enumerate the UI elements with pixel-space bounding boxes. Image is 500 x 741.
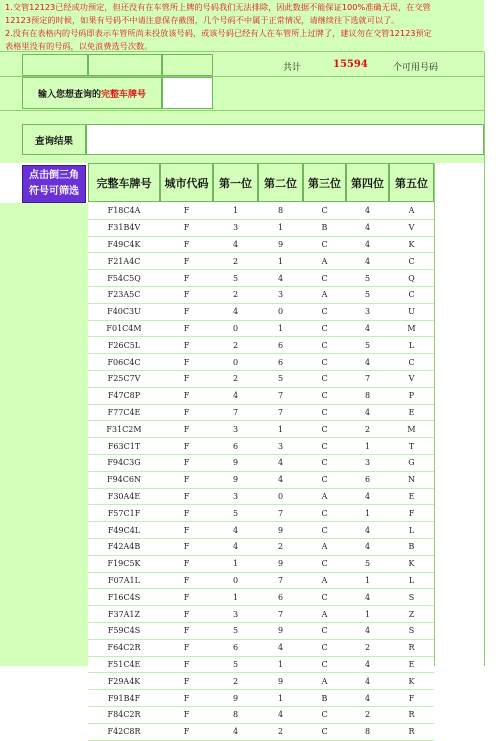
table-cell[interactable]: 4: [258, 471, 303, 488]
column-divider: [434, 163, 435, 666]
table-cell[interactable]: 4: [213, 538, 258, 555]
cell-blank[interactable]: [88, 54, 162, 76]
table-cell[interactable]: C: [303, 522, 346, 539]
table-cell[interactable]: 5: [346, 270, 389, 287]
table-row[interactable]: [88, 723, 434, 740]
table-cell[interactable]: 4: [258, 706, 303, 723]
table-cell[interactable]: M: [389, 421, 434, 438]
table-cell[interactable]: F: [160, 203, 213, 219]
table-cell[interactable]: F51C4E: [88, 656, 160, 673]
table-cell[interactable]: C: [303, 555, 346, 572]
table-cell[interactable]: 4: [258, 454, 303, 471]
table-cell[interactable]: V: [389, 219, 434, 236]
table-cell[interactable]: F: [160, 656, 213, 673]
table-cell[interactable]: F: [160, 706, 213, 723]
notice-line-4: 表格里没有的号码，以免浪费选号次数。: [5, 41, 153, 51]
table-cell[interactable]: 1: [346, 505, 389, 522]
left-margin: [0, 203, 88, 666]
table-cell[interactable]: B: [389, 538, 434, 555]
input-label-highlight: 完整车牌号: [101, 89, 147, 100]
table-cell[interactable]: 0: [258, 303, 303, 320]
table-cell[interactable]: E: [389, 488, 434, 505]
table-cell[interactable]: 9: [213, 690, 258, 707]
table-cell[interactable]: F26C5L: [88, 337, 160, 354]
table-cell[interactable]: C: [303, 421, 346, 438]
total-label: 共计: [283, 63, 302, 73]
plate-table: [88, 203, 434, 741]
table-row[interactable]: [88, 471, 434, 488]
table-cell[interactable]: 4: [213, 303, 258, 320]
table-row[interactable]: [88, 538, 434, 555]
table-cell[interactable]: F: [160, 270, 213, 287]
table-cell[interactable]: 6: [213, 438, 258, 455]
table-cell[interactable]: 9: [258, 522, 303, 539]
table-cell[interactable]: F18C4A: [88, 203, 160, 219]
table-cell[interactable]: V: [389, 370, 434, 387]
table-cell[interactable]: 4: [346, 236, 389, 253]
plate-search-input[interactable]: [162, 77, 213, 109]
table-cell[interactable]: C: [303, 337, 346, 354]
table-cell[interactable]: 4: [346, 219, 389, 236]
table-row[interactable]: [88, 622, 434, 639]
table-cell[interactable]: F: [389, 505, 434, 522]
table-cell[interactable]: 3: [258, 438, 303, 455]
table-cell[interactable]: 3: [213, 421, 258, 438]
table-cell[interactable]: 9: [258, 673, 303, 690]
table-cell[interactable]: F: [160, 370, 213, 387]
table-cell[interactable]: 3: [346, 454, 389, 471]
table-cell[interactable]: F54C5Q: [88, 270, 160, 287]
table-cell[interactable]: 9: [213, 454, 258, 471]
table-row[interactable]: [88, 203, 434, 219]
table-cell[interactable]: 7: [258, 387, 303, 404]
table-cell[interactable]: 8: [346, 723, 389, 740]
table-cell[interactable]: N: [389, 471, 434, 488]
table-cell[interactable]: F: [160, 219, 213, 236]
table-row[interactable]: [88, 219, 434, 236]
table-cell[interactable]: 4: [346, 203, 389, 219]
table-cell[interactable]: 5: [213, 270, 258, 287]
table-cell[interactable]: F: [160, 538, 213, 555]
filter-hint-badge: [22, 165, 86, 203]
table-cell[interactable]: F77C4E: [88, 404, 160, 421]
table-cell[interactable]: 4: [346, 522, 389, 539]
table-row[interactable]: [88, 673, 434, 690]
table-cell[interactable]: K: [389, 236, 434, 253]
table-cell[interactable]: 1: [213, 555, 258, 572]
table-cell[interactable]: F94C3G: [88, 454, 160, 471]
table-row[interactable]: [88, 572, 434, 589]
table-cell[interactable]: F: [160, 572, 213, 589]
table-cell[interactable]: F19C5K: [88, 555, 160, 572]
table-cell[interactable]: F21A4C: [88, 253, 160, 270]
table-cell[interactable]: 5: [346, 286, 389, 303]
table-cell[interactable]: A: [303, 538, 346, 555]
notice-line-3: 2.没有在表格内的号码即表示车管所尚未投放该号码，或该号码已经有人在车管所上过牌了，建议勿在交管12123预定: [5, 28, 432, 38]
table-cell[interactable]: F94C6N: [88, 471, 160, 488]
filter-hint-line-1: 点击倒三角: [29, 170, 79, 181]
table-cell[interactable]: T: [389, 438, 434, 455]
table-cell[interactable]: F: [160, 253, 213, 270]
table-cell[interactable]: F: [160, 354, 213, 371]
table-cell[interactable]: 0: [213, 320, 258, 337]
table-cell[interactable]: L: [389, 572, 434, 589]
table-cell[interactable]: 5: [258, 370, 303, 387]
table-cell[interactable]: A: [303, 572, 346, 589]
notice-line-1: 1.交管12123已经成功预定，但还没有在车管所上牌的号码我们无法排除，因此数据不能保证100%准确无误，在交管: [5, 2, 431, 12]
input-label-text: 输入您想查询的: [37, 89, 101, 100]
table-cell[interactable]: 2: [346, 421, 389, 438]
table-cell[interactable]: C: [303, 639, 346, 656]
table-cell[interactable]: 3: [258, 286, 303, 303]
table-cell[interactable]: E: [389, 404, 434, 421]
table-cell[interactable]: F42A4B: [88, 538, 160, 555]
table-cell[interactable]: 6: [258, 354, 303, 371]
table-cell[interactable]: 1: [213, 589, 258, 606]
table-cell[interactable]: 4: [346, 538, 389, 555]
table-cell[interactable]: 2: [346, 706, 389, 723]
notice-banner: [0, 0, 484, 52]
table-cell[interactable]: C: [303, 320, 346, 337]
table-cell[interactable]: R: [389, 706, 434, 723]
table-cell[interactable]: R: [389, 639, 434, 656]
table-cell[interactable]: 2: [213, 370, 258, 387]
table-cell[interactable]: F06C4C: [88, 354, 160, 371]
table-cell[interactable]: F: [160, 723, 213, 740]
table-row[interactable]: [88, 270, 434, 287]
divider: [0, 110, 484, 111]
table-cell[interactable]: 7: [346, 370, 389, 387]
result-label: 查询结果: [22, 124, 86, 155]
table-cell[interactable]: M: [389, 320, 434, 337]
table-cell[interactable]: C: [303, 589, 346, 606]
table-cell[interactable]: 3: [213, 219, 258, 236]
table-cell[interactable]: 2: [258, 538, 303, 555]
table-cell[interactable]: U: [389, 303, 434, 320]
table-cell[interactable]: F: [160, 673, 213, 690]
table-cell[interactable]: 9: [213, 471, 258, 488]
table-cell[interactable]: F: [160, 387, 213, 404]
table-cell[interactable]: 3: [213, 488, 258, 505]
cell-blank[interactable]: [22, 54, 88, 76]
table-cell[interactable]: 2: [346, 639, 389, 656]
table-row[interactable]: [88, 589, 434, 606]
table-cell[interactable]: 1: [258, 690, 303, 707]
table-cell[interactable]: A: [303, 253, 346, 270]
table-cell[interactable]: F57C1F: [88, 505, 160, 522]
table-cell[interactable]: 0: [213, 572, 258, 589]
table-cell[interactable]: F29A4K: [88, 673, 160, 690]
table-cell[interactable]: 8: [213, 706, 258, 723]
table-cell[interactable]: 5: [213, 622, 258, 639]
table-cell[interactable]: 4: [346, 690, 389, 707]
table-cell[interactable]: F: [160, 303, 213, 320]
table-cell[interactable]: C: [303, 236, 346, 253]
table-cell[interactable]: F: [160, 639, 213, 656]
table-cell[interactable]: A: [303, 286, 346, 303]
table-cell[interactable]: 4: [258, 639, 303, 656]
table-cell[interactable]: F49C4K: [88, 236, 160, 253]
table-cell[interactable]: 0: [258, 488, 303, 505]
table-cell[interactable]: F: [160, 404, 213, 421]
table-cell[interactable]: C: [389, 253, 434, 270]
table-cell[interactable]: F: [160, 505, 213, 522]
table-cell[interactable]: 5: [213, 505, 258, 522]
table-row[interactable]: [88, 488, 434, 505]
table-cell[interactable]: C: [303, 454, 346, 471]
table-cell[interactable]: K: [389, 555, 434, 572]
table-cell[interactable]: 4: [346, 622, 389, 639]
table-cell[interactable]: 1: [346, 572, 389, 589]
column-header-fifth[interactable]: 第五位: [389, 163, 434, 202]
table-cell[interactable]: C: [303, 270, 346, 287]
table-cell[interactable]: F31B4V: [88, 219, 160, 236]
column-header-city[interactable]: 城市代码: [160, 163, 213, 202]
table-row[interactable]: [88, 606, 434, 623]
table-row[interactable]: [88, 639, 434, 656]
table-cell[interactable]: A: [303, 673, 346, 690]
table-cell[interactable]: F: [160, 286, 213, 303]
column-header-first[interactable]: 第一位: [213, 163, 258, 202]
column-header-third[interactable]: 第三位: [303, 163, 346, 202]
table-cell[interactable]: L: [389, 337, 434, 354]
table-cell[interactable]: 7: [258, 505, 303, 522]
table-cell[interactable]: B: [303, 219, 346, 236]
table-cell[interactable]: F: [160, 421, 213, 438]
table-cell[interactable]: C: [303, 438, 346, 455]
filter-hint-line-2: 符号可筛选: [29, 186, 79, 197]
table-cell[interactable]: F: [160, 522, 213, 539]
table-row[interactable]: [88, 438, 434, 455]
table-cell[interactable]: F: [160, 555, 213, 572]
table-cell[interactable]: 4: [346, 253, 389, 270]
table-cell[interactable]: Z: [389, 606, 434, 623]
table-cell[interactable]: F: [389, 690, 434, 707]
table-cell[interactable]: 4: [346, 320, 389, 337]
table-cell[interactable]: F: [160, 337, 213, 354]
table-cell[interactable]: 1: [346, 438, 389, 455]
table-cell[interactable]: C: [303, 303, 346, 320]
table-cell[interactable]: 5: [346, 555, 389, 572]
table-cell[interactable]: C: [389, 354, 434, 371]
table-cell[interactable]: C: [303, 404, 346, 421]
table-cell[interactable]: 4: [346, 404, 389, 421]
table-row[interactable]: [88, 286, 434, 303]
table-cell[interactable]: 8: [346, 387, 389, 404]
table-cell[interactable]: 7: [213, 404, 258, 421]
table-cell[interactable]: F: [160, 438, 213, 455]
table-cell[interactable]: F: [160, 236, 213, 253]
table-row[interactable]: [88, 706, 434, 723]
table-cell[interactable]: F: [160, 622, 213, 639]
table-row[interactable]: [88, 387, 434, 404]
table-cell[interactable]: 6: [258, 337, 303, 354]
table-cell[interactable]: G: [389, 454, 434, 471]
table-cell[interactable]: 3: [213, 606, 258, 623]
table-row[interactable]: [88, 370, 434, 387]
table-cell[interactable]: 4: [346, 656, 389, 673]
table-cell[interactable]: 1: [346, 606, 389, 623]
table-cell[interactable]: 1: [258, 253, 303, 270]
table-cell[interactable]: 4: [346, 673, 389, 690]
table-cell[interactable]: 6: [346, 471, 389, 488]
column-header-fourth[interactable]: 第四位: [346, 163, 389, 202]
table-cell[interactable]: 3: [346, 303, 389, 320]
table-row[interactable]: [88, 522, 434, 539]
table-cell[interactable]: S: [389, 589, 434, 606]
table-cell[interactable]: F30A4E: [88, 488, 160, 505]
table-cell[interactable]: E: [389, 656, 434, 673]
table-cell[interactable]: A: [303, 606, 346, 623]
table-cell[interactable]: 4: [213, 387, 258, 404]
table-cell[interactable]: 0: [213, 354, 258, 371]
table-cell[interactable]: C: [303, 656, 346, 673]
count-suffix: 个可用号码: [393, 63, 439, 73]
table-cell[interactable]: 6: [258, 589, 303, 606]
table-cell[interactable]: F37A1Z: [88, 606, 160, 623]
table-cell[interactable]: 1: [258, 320, 303, 337]
table-cell[interactable]: C: [303, 354, 346, 371]
table-cell[interactable]: A: [389, 203, 434, 219]
table-cell[interactable]: F07A1L: [88, 572, 160, 589]
table-row[interactable]: [88, 690, 434, 707]
table-cell[interactable]: F25C7V: [88, 370, 160, 387]
table-cell[interactable]: R: [389, 723, 434, 740]
table-cell[interactable]: 8: [258, 203, 303, 219]
table-cell[interactable]: C: [303, 387, 346, 404]
table-cell[interactable]: F31C2M: [88, 421, 160, 438]
table-cell[interactable]: P: [389, 387, 434, 404]
table-cell[interactable]: F: [160, 454, 213, 471]
table-cell[interactable]: F59C4S: [88, 622, 160, 639]
table-cell[interactable]: S: [389, 622, 434, 639]
table-row[interactable]: [88, 404, 434, 421]
table-cell[interactable]: 2: [213, 673, 258, 690]
table-row[interactable]: [88, 303, 434, 320]
table-cell[interactable]: 2: [213, 337, 258, 354]
table-cell[interactable]: 7: [258, 572, 303, 589]
table-row[interactable]: [88, 320, 434, 337]
table-row[interactable]: [88, 337, 434, 354]
plate-input-label: [22, 77, 162, 109]
table-row[interactable]: [88, 421, 434, 438]
table-cell[interactable]: 7: [258, 606, 303, 623]
cell-blank[interactable]: [162, 54, 213, 76]
column-divider: [484, 52, 485, 666]
table-cell[interactable]: F: [160, 690, 213, 707]
table-cell[interactable]: C: [303, 622, 346, 639]
table-cell[interactable]: F63C1T: [88, 438, 160, 455]
table-cell[interactable]: 1: [258, 421, 303, 438]
table-cell[interactable]: F49C4L: [88, 522, 160, 539]
table-cell[interactable]: 4: [258, 270, 303, 287]
table-cell[interactable]: F: [160, 471, 213, 488]
table-cell[interactable]: 9: [258, 555, 303, 572]
table-cell[interactable]: 6: [213, 639, 258, 656]
table-cell[interactable]: F47C8P: [88, 387, 160, 404]
table-row[interactable]: [88, 555, 434, 572]
notice-line-2: 12123预定的时候，如果有号码不中请注意保存截图，几个号码不中属于正常情况，请继续往下选就可以了。: [5, 15, 400, 25]
table-row[interactable]: [88, 354, 434, 371]
table-cell[interactable]: 9: [258, 622, 303, 639]
table-cell[interactable]: 1: [213, 203, 258, 219]
table-row[interactable]: [88, 236, 434, 253]
table-cell[interactable]: F40C3U: [88, 303, 160, 320]
table-cell[interactable]: F: [160, 589, 213, 606]
table-cell[interactable]: C: [303, 471, 346, 488]
table-cell[interactable]: C: [303, 505, 346, 522]
table-row[interactable]: [88, 656, 434, 673]
table-cell[interactable]: F84C2R: [88, 706, 160, 723]
table-cell[interactable]: 4: [346, 488, 389, 505]
table-cell[interactable]: A: [303, 488, 346, 505]
table-cell[interactable]: B: [303, 690, 346, 707]
table-cell[interactable]: 4: [346, 354, 389, 371]
result-field[interactable]: [86, 124, 484, 155]
table-cell[interactable]: 4: [213, 522, 258, 539]
table-row[interactable]: [88, 454, 434, 471]
table-cell[interactable]: F: [160, 488, 213, 505]
table-cell[interactable]: 2: [213, 253, 258, 270]
table-cell[interactable]: 4: [213, 723, 258, 740]
column-header-plate[interactable]: 完整车牌号: [88, 163, 160, 202]
table-cell[interactable]: Q: [389, 270, 434, 287]
total-count: 15594: [333, 59, 368, 70]
table-row[interactable]: [88, 505, 434, 522]
table-cell[interactable]: C: [303, 370, 346, 387]
table-row[interactable]: [88, 253, 434, 270]
table-cell[interactable]: F64C2R: [88, 639, 160, 656]
table-cell[interactable]: 7: [258, 404, 303, 421]
table-cell[interactable]: L: [389, 522, 434, 539]
table-cell[interactable]: F42C8R: [88, 723, 160, 740]
table-cell[interactable]: K: [389, 673, 434, 690]
table-cell[interactable]: 1: [258, 656, 303, 673]
table-cell[interactable]: 9: [258, 236, 303, 253]
table-cell[interactable]: F: [160, 606, 213, 623]
table-cell[interactable]: 1: [258, 219, 303, 236]
table-cell[interactable]: F: [160, 320, 213, 337]
table-cell[interactable]: C: [303, 706, 346, 723]
table-cell[interactable]: F23A5C: [88, 286, 160, 303]
column-header-second[interactable]: 第二位: [258, 163, 303, 202]
table-cell[interactable]: 4: [213, 236, 258, 253]
table-cell[interactable]: 2: [213, 286, 258, 303]
table-cell[interactable]: F01C4M: [88, 320, 160, 337]
table-cell[interactable]: 5: [213, 656, 258, 673]
table-cell[interactable]: F16C4S: [88, 589, 160, 606]
table-cell[interactable]: C: [303, 723, 346, 740]
table-cell[interactable]: F91B4F: [88, 690, 160, 707]
table-cell[interactable]: C: [389, 286, 434, 303]
table-cell[interactable]: 5: [346, 337, 389, 354]
table-cell[interactable]: 2: [258, 723, 303, 740]
table-cell[interactable]: 4: [346, 589, 389, 606]
table-cell[interactable]: C: [303, 203, 346, 219]
